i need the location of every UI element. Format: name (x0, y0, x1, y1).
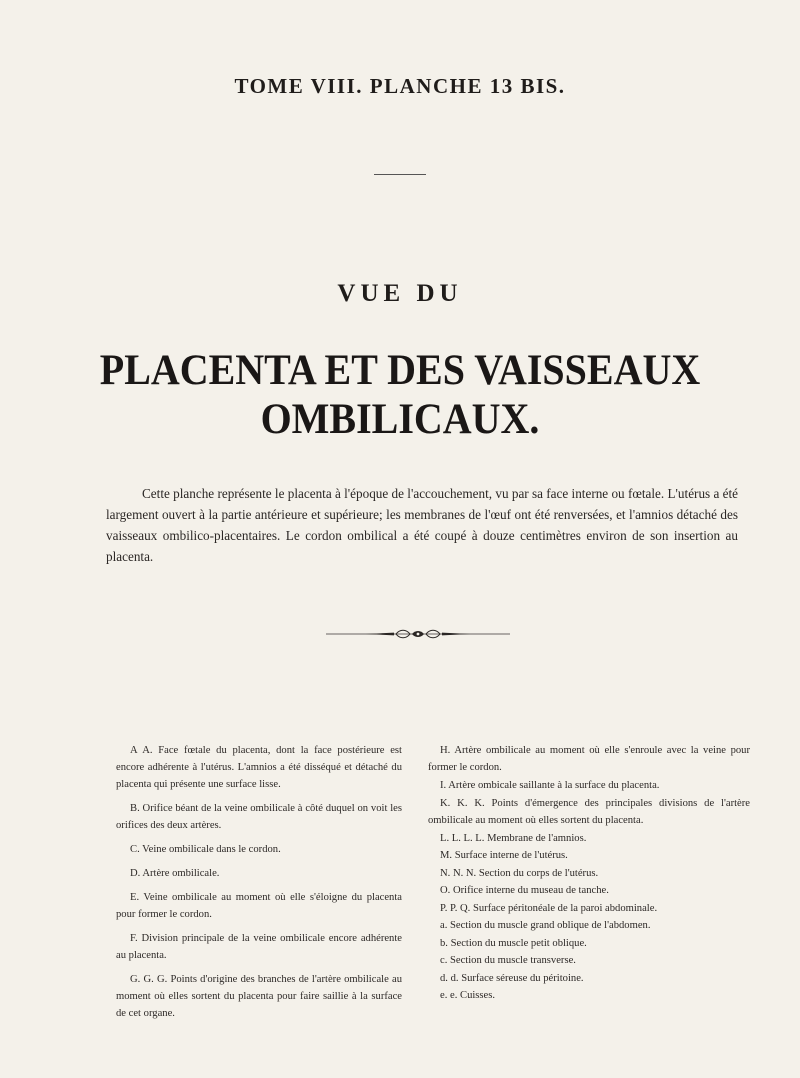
legend-entry-i: I. Artère ombicale saillante à la surface du placenta. (440, 780, 660, 791)
plate-title: PLACENTA ET DES VAISSEAUX OMBILICAUX. (99, 347, 701, 443)
legend-entry-k: K. K. K. Points d'émergence des principales divisions de l'artère ombilicale au moment où elles sortent du placenta. (428, 797, 750, 826)
intro-paragraph: Cette planche représente le placenta à l'époque de l'accouchement, vu par sa face interne ou fœtale. L'utérus a été largement ouvert à la partie antérieure et supérieure; les membranes de l'œuf ont été renversées, et l'amnios détaché des vaisseaux ombilico-placentaires. Le cordon ombilical a été coupé à douze centimètres environ de son insertion au placenta. (106, 486, 738, 565)
legend-entry-c: C. Veine ombilicale dans le cordon. (130, 844, 281, 855)
legend-entry-d: D. Artère ombilicale. (130, 868, 220, 879)
legend-entry-a-lower: a. Section du muscle grand oblique de l'abdomen. (440, 920, 651, 931)
legend-entry-g: G. G. G. Points d'origine des branches de l'artère ombilicale au moment où elles sortent du placenta pour faire saillie à la surface de cet organe. (116, 974, 402, 1019)
header-divider (374, 174, 426, 175)
legend-entry-b-lower: b. Section du muscle petit oblique. (440, 937, 587, 949)
legend-entry-n: N. N. N. Section du corps de l'utérus. (440, 867, 599, 879)
legend-entry-e-lower: e. e. Cuisses. (440, 990, 496, 1001)
legend-entry-b: B. Orifice béant de la veine ombilicale à côté duquel on voit les orifices des deux artères. (116, 803, 402, 831)
legend-right-column (428, 742, 750, 1005)
legend-entry-h: H. Artère ombilicale au moment où elle s'enroule avec la veine pour former le cordon. (428, 745, 750, 773)
legend-entry-c-lower: c. Section du muscle transverse. (440, 955, 576, 966)
legend-entry-e: E. Veine ombilicale au moment où elle s'éloigne du placenta pour former le cordon. (116, 892, 402, 920)
legend-entry-l: L. L. L. L. Membrane de l'amnios. (440, 832, 587, 844)
legend-entry-m: M. Surface interne de l'utérus. (440, 850, 568, 861)
ornamental-divider (326, 628, 510, 640)
legend-entry-p-q: P. P. Q. Surface péritonéale de la paroi abdominale. (440, 902, 658, 914)
pre-title: VUE DU (337, 280, 463, 307)
volume-plate-header: TOME VIII. PLANCHE 13 BIS. (234, 74, 566, 98)
legend-left-column (116, 742, 402, 1029)
legend-entry-d-lower: d. d. Surface séreuse du péritoine. (440, 972, 584, 984)
legend-entry-o: O. Orifice interne du museau de tanche. (440, 885, 609, 896)
legend-entry-f: F. Division principale de la veine ombilicale encore adhérente au placenta. (116, 933, 402, 961)
legend-entry-a: A A. Face fœtale du placenta, dont la face postérieure est encore adhérente à l'utérus. L'amnios a été disséqué et détaché du placenta qui présente une surface lisse. (116, 745, 402, 790)
